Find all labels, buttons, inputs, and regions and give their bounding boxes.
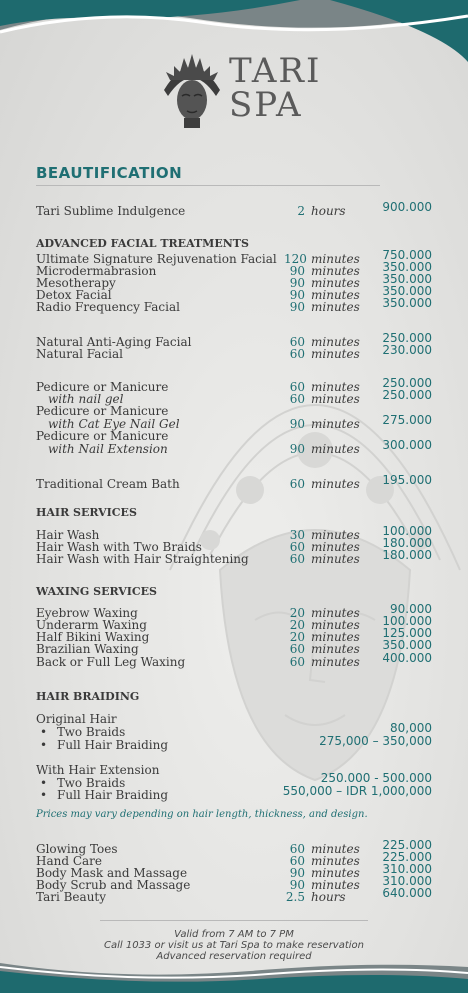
service-duration [284, 205, 380, 217]
duration-value: 90 [289, 878, 305, 892]
braiding-price: 275,000 – 350,000 [319, 734, 432, 748]
duration-unit: minutes [311, 300, 360, 314]
duration-unit: minutes [311, 552, 360, 566]
service-duration [284, 418, 380, 430]
duration-value: 60 [289, 380, 305, 394]
service-price: 275.000 [382, 413, 432, 427]
duration-unit: minutes [311, 630, 360, 644]
service-price: 125.000 [382, 626, 432, 640]
braiding-item: • Two Braids [40, 726, 125, 738]
service-name: Half Bikini Waxing [36, 630, 150, 644]
footer-advance-note: Advanced reservation required [156, 951, 312, 962]
heading-hair-services: HAIR SERVICES [36, 506, 137, 519]
service-price: 100.000 [382, 614, 432, 628]
service-price: 230.000 [382, 343, 432, 357]
duration-unit: minutes [311, 477, 360, 491]
service-duration [284, 478, 380, 490]
service-duration [284, 656, 380, 668]
service-name: Tari Sublime Indulgence [36, 204, 186, 218]
service-name: Body Scrub and Massage [36, 878, 191, 892]
duration-unit: minutes [311, 335, 360, 349]
duration-unit: minutes [311, 392, 360, 406]
duration-unit: minutes [311, 642, 360, 656]
brand-name-line2: SPA [229, 85, 303, 125]
footer-hours: Valid from 7 AM to 7 PM [174, 929, 294, 940]
service-name: Underarm Waxing [36, 618, 147, 632]
service-price: 750.000 [382, 248, 432, 262]
duration-value: 20 [289, 618, 305, 632]
duration-unit: minutes [311, 252, 360, 266]
service-price: 400.000 [382, 651, 432, 665]
service-name: with Nail Extension [48, 442, 168, 456]
service-price: 350.000 [382, 284, 432, 298]
service-price: 195.000 [382, 473, 432, 487]
service-name: Pedicure or Manicure [36, 380, 169, 394]
service-name: Hand Care [36, 854, 103, 868]
duration-unit: hours [311, 890, 346, 904]
duration-unit: minutes [311, 442, 360, 456]
service-name: Hair Wash with Two Braids [36, 540, 202, 554]
duration-value: 60 [289, 655, 305, 669]
braiding-price: 550,000 – IDR 1,000,000 [282, 784, 432, 798]
duration-value: 90 [289, 276, 305, 290]
duration-value: 60 [289, 854, 305, 868]
duration-unit: minutes [311, 276, 360, 290]
duration-value: 90 [289, 417, 305, 431]
braiding-item: • Full Hair Braiding [40, 789, 168, 801]
duration-value: 30 [289, 528, 305, 542]
footer-divider [100, 920, 368, 921]
footer-reservation-call: Call 1033 or visit us at Tari Spa to make reservation [103, 940, 365, 951]
duration-value: 90 [289, 442, 305, 456]
braiding-extension-label: With Hair Extension [36, 763, 160, 777]
duration-unit: minutes [311, 606, 360, 620]
service-name: Brazilian Waxing [36, 642, 139, 656]
duration-unit: minutes [311, 842, 360, 856]
service-name: Pedicure or Manicure [36, 404, 169, 418]
duration-value: 60 [289, 552, 305, 566]
duration-value: 2.5 [285, 890, 305, 904]
duration-unit: minutes [311, 380, 360, 394]
duration-value: 90 [289, 866, 305, 880]
service-duration [284, 443, 380, 455]
service-price: 310.000 [382, 874, 432, 888]
service-name: Body Mask and Massage [36, 866, 188, 880]
service-price: 90.000 [390, 602, 432, 616]
duration-unit: minutes [311, 264, 360, 278]
duration-unit: minutes [311, 878, 360, 892]
service-price: 250.000 [382, 388, 432, 402]
service-name: Detox Facial [36, 288, 112, 302]
duration-unit: minutes [311, 347, 360, 361]
braiding-item: • Full Hair Braiding [40, 739, 168, 751]
duration-value: 60 [289, 347, 305, 361]
duration-value: 90 [289, 300, 305, 314]
service-price: 640.000 [382, 886, 432, 900]
service-price: 250.000 [382, 331, 432, 345]
duration-value: 60 [289, 540, 305, 554]
title-divider [36, 185, 380, 186]
heading-waxing-services: WAXING SERVICES [36, 585, 157, 598]
braiding-price: 250.000 - 500.000 [320, 771, 432, 785]
duration-value: 60 [289, 335, 305, 349]
brand-name-line1: TARI [229, 51, 322, 91]
braiding-item: • Two Braids [40, 777, 125, 789]
service-name: Natural Anti-Aging Facial [36, 335, 192, 349]
service-price: 225.000 [382, 838, 432, 852]
duration-value: 60 [289, 477, 305, 491]
service-name: Microdermabrasion [36, 264, 157, 278]
service-name: Hair Wash [36, 528, 100, 542]
service-duration [284, 891, 380, 903]
service-name: Hair Wash with Hair Straightening [36, 552, 249, 566]
service-price: 350.000 [382, 296, 432, 310]
service-name: Tari Beauty [36, 890, 107, 904]
service-price: 300.000 [382, 438, 432, 452]
heading-hair-braiding: HAIR BRAIDING [36, 690, 140, 703]
braiding-original-label: Original Hair [36, 712, 117, 726]
service-price: 180.000 [382, 548, 432, 562]
service-price: 100.000 [382, 524, 432, 538]
service-name: with Cat Eye Nail Gel [48, 417, 180, 431]
service-duration [284, 348, 380, 360]
duration-value: 60 [289, 642, 305, 656]
service-price: 350.000 [382, 260, 432, 274]
duration-value: 20 [289, 630, 305, 644]
duration-unit: minutes [311, 866, 360, 880]
heading-advanced-facial: ADVANCED FACIAL TREATMENTS [36, 237, 249, 250]
duration-value: 60 [289, 842, 305, 856]
service-duration [284, 643, 380, 655]
duration-value: 60 [289, 392, 305, 406]
service-price: 180.000 [382, 536, 432, 550]
duration-unit: hours [311, 204, 346, 218]
service-name: with nail gel [48, 392, 124, 406]
braiding-price: 80,000 [390, 721, 432, 735]
service-name: Mesotherapy [36, 276, 116, 290]
duration-value: 20 [289, 606, 305, 620]
service-duration [284, 301, 380, 313]
service-name: Back or Full Leg Waxing [36, 655, 186, 669]
service-duration [284, 553, 380, 565]
braiding-price-note: Prices may vary depending on hair length, thickness, and design. [36, 809, 368, 820]
service-name: Natural Facial [36, 347, 123, 361]
duration-value: 120 [284, 252, 307, 266]
bottom-wave-decoration [0, 923, 468, 993]
service-name: Ultimate Signature Rejuvenation Facial [36, 252, 277, 266]
duration-unit: minutes [311, 655, 360, 669]
service-name: Radio Frequency Facial [36, 300, 180, 314]
duration-unit: minutes [311, 540, 360, 554]
service-price: 350.000 [382, 638, 432, 652]
service-price: 310.000 [382, 862, 432, 876]
service-price: 350.000 [382, 272, 432, 286]
duration-unit: minutes [311, 417, 360, 431]
duration-unit: minutes [311, 854, 360, 868]
service-price: 225.000 [382, 850, 432, 864]
service-name: Glowing Toes [36, 842, 118, 856]
service-name: Eyebrow Waxing [36, 606, 138, 620]
duration-value: 90 [289, 264, 305, 278]
service-name: Pedicure or Manicure [36, 429, 169, 443]
duration-value: 90 [289, 288, 305, 302]
service-price: 900.000 [382, 200, 432, 214]
service-price: 250.000 [382, 376, 432, 390]
service-duration [284, 393, 380, 405]
duration-unit: minutes [311, 618, 360, 632]
service-name: Traditional Cream Bath [36, 477, 180, 491]
section-title: BEAUTIFICATION [36, 164, 183, 182]
duration-unit: minutes [311, 288, 360, 302]
duration-unit: minutes [311, 528, 360, 542]
goddess-head-logo [160, 50, 224, 128]
duration-value: 2 [297, 204, 305, 218]
